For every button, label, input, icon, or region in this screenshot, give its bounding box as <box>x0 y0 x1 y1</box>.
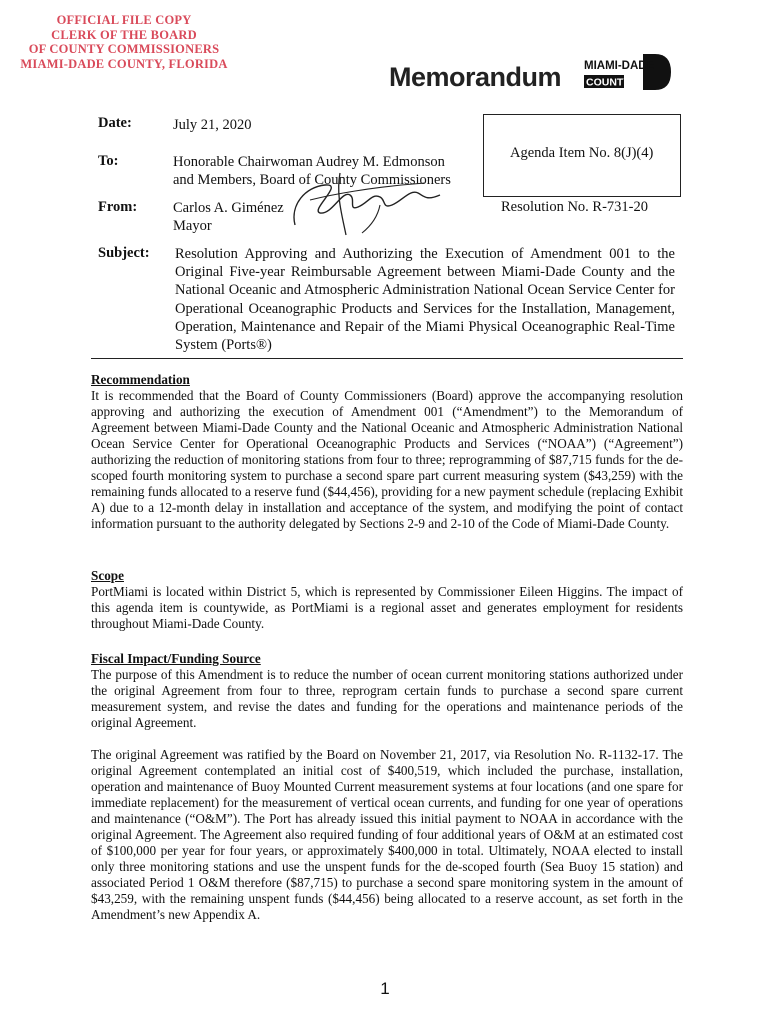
official-file-copy-stamp <box>8 13 240 71</box>
recommendation-body: It is recommended that the Board of County Commissioners (Board) approve the accompanying resolution approving and authorizing the execution of Amendment 001 (“Amendment”) to the Memorandum of Agreement between Miami-Dade County and the National Oceanic and Atmospheric Administration National Ocean Service Center for Operational Oceanographic Products and Services (“NOAA”) (“Agreement”) authorizing the reduction of monitoring stations from four to three; reprogramming of $87,715 funds for the de-scoped fourth monitoring system to purchase a second spare part current measuring system ($43,259) with the remaining funds allocated to a reserve fund ($44,456), providing for a new payment schedule (replacing Exhibit A) due to a 12-month delay in installation and acceptance of the system, and modifying the point of contact information pursuant to the authority delegated by Sections 2-9 and 2-10 of the Code of Miami-Dade County. <box>91 388 683 531</box>
subject-text: Resolution Approving and Authorizing the Execution of Amendment 001 to the Original Five-year Reimbursable Agreement between Miami-Dade County and the National Oceanic and Atmospheric Administration National Ocean Service Center for Operational Oceanographic Products and Services for the Installation, Management, Operation, Maintenance and Repair of the Miami Physical Oceanographic Real-Time System (Ports®) <box>175 246 675 354</box>
fiscal-impact-heading: Fiscal Impact/Funding Source <box>91 651 261 666</box>
scope-section <box>91 568 683 632</box>
subject-label: Subject: <box>98 245 150 261</box>
logo-text-top: MIAMI-DADE <box>584 60 655 72</box>
miami-dade-county-logo <box>583 52 673 92</box>
date-value: July 21, 2020 <box>173 117 252 133</box>
page-number: 1 <box>380 979 390 998</box>
from-name: Carlos A. Giménez <box>173 200 284 216</box>
stamp-line: CLERK OF THE BOARD <box>51 27 197 42</box>
agenda-item-number: Agenda Item No. 8(J)(4) <box>510 145 654 161</box>
to-line-2: and Members, Board of County Commissioners <box>173 172 451 188</box>
fiscal-impact-body-1: The purpose of this Amendment is to reduce the number of ocean current monitoring stations authorized under the original Agreement from four to three, reprogram certain funds to purchase a second spare current measurement system, and revise the dates and funding for the operations and maintenance periods of the original Agreement. <box>91 667 683 730</box>
resolution-number: Resolution No. R-731-20 <box>501 199 649 215</box>
from-label: From: <box>98 199 138 215</box>
recommendation-heading: Recommendation <box>91 372 190 387</box>
fiscal-impact-section <box>91 651 683 923</box>
fiscal-impact-body-2: The original Agreement was ratified by the Board on November 21, 2017, via Resolution No. R-1132-17. The original Agreement contemplated an initial cost of $400,519, which included the purchase, installation, operation and maintenance of Buoy Mounted Current measurement systems at four locations (and one spare for immediate replacement) for the measurement of vertical ocean currents, and funding for one year of operations and maintenance (“O&M”). The Port has already issued this initial payment to NOAA in accordance with the original Agreement. The Agreement also required funding of four additional years of O&M at an estimated cost of $100,000 per year for four years, or approximately $400,000 in total. Ultimately, NOAA elected to install only three monitoring stations and use the unspent funds for the de-scoped fourth (Sea Buoy 15 station) and associated Period 1 O&M therefore ($87,715) to purchase a second spare monitoring system in the amount of $43,259, with the remaining unspent funds ($44,456) being allocated to a reserve account, as set forth in the Amendment’s new Appendix A. <box>91 747 683 922</box>
recommendation-section <box>91 372 683 532</box>
scope-heading: Scope <box>91 568 124 583</box>
to-line-1: Honorable Chairwoman Audrey M. Edmonson <box>173 154 445 170</box>
from-title: Mayor <box>173 218 212 234</box>
logo-text-bottom: COUNTY <box>586 76 631 89</box>
header-divider <box>91 358 683 359</box>
to-label: To: <box>98 153 119 169</box>
mayor-signature <box>250 165 450 240</box>
stamp-line: MIAMI-DADE COUNTY, FLORIDA <box>20 56 228 71</box>
date-label: Date: <box>98 115 132 131</box>
stamp-line: OF COUNTY COMMISSIONERS <box>28 42 220 56</box>
scope-body: PortMiami is located within District 5, which is represented by Commissioner Eileen Higgins. The impact of this agenda item is countywide, as PortMiami is a regional asset and generates employment for residents throughout Miami-Dade County. <box>91 584 683 631</box>
stamp-line: OFFICIAL FILE COPY <box>56 13 192 27</box>
memorandum-title: Memorandum <box>389 62 562 92</box>
